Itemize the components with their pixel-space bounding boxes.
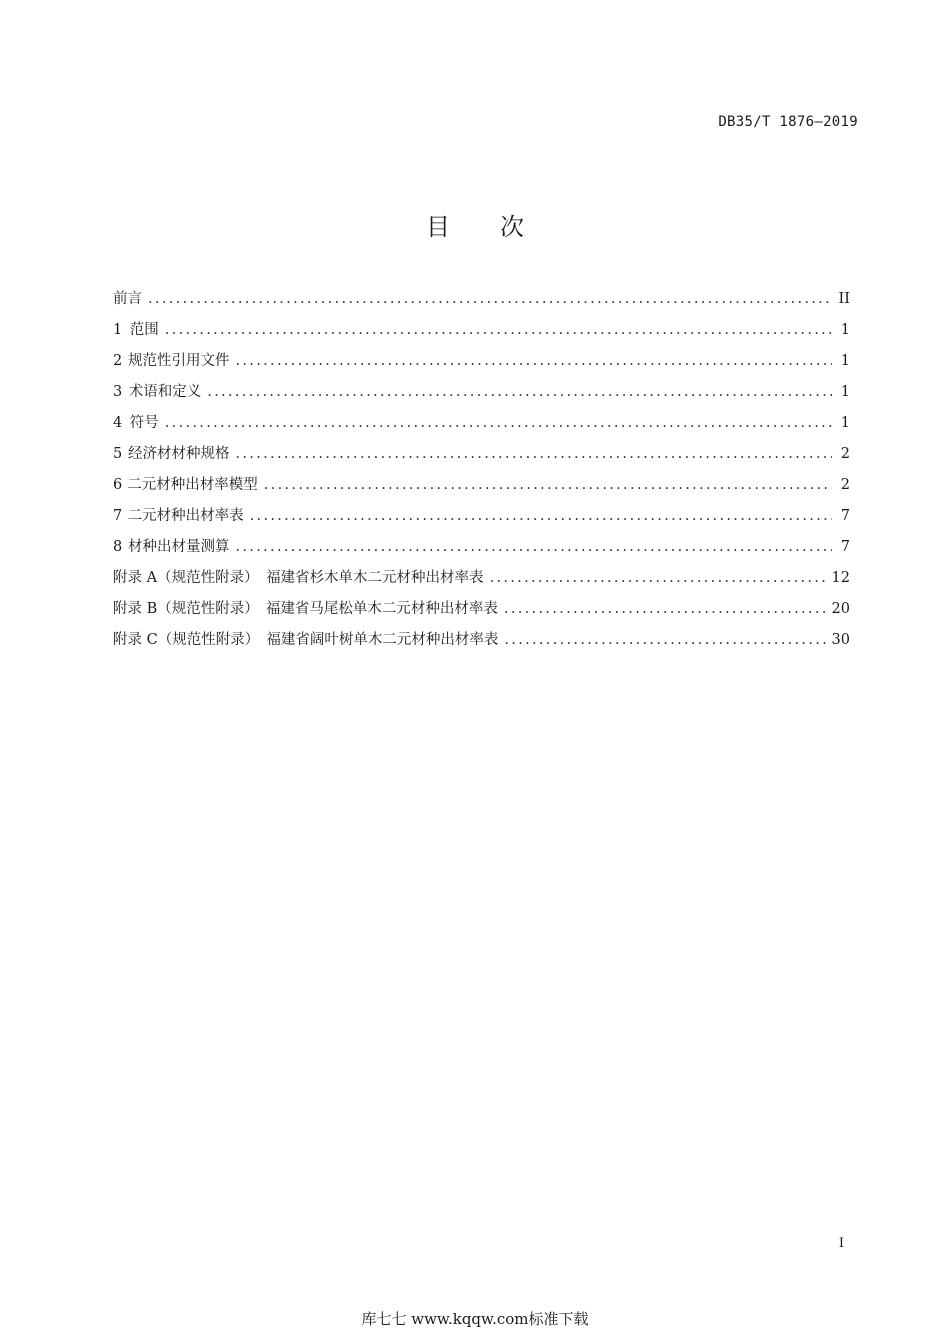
page-title xyxy=(0,207,950,242)
toc-entry-foreword[interactable] xyxy=(113,287,850,318)
toc-section-number: 2 xyxy=(113,353,123,369)
footer-watermark: 库七七 www.kqqw.com标准下载 xyxy=(361,1310,589,1328)
toc-page-number: 2 xyxy=(840,446,850,462)
leader-dots xyxy=(250,508,832,524)
toc-label: 规范性引用文件 xyxy=(127,353,230,369)
toc-entry-3[interactable] xyxy=(113,380,850,411)
toc-entry-appendix-a[interactable] xyxy=(113,566,850,597)
toc-entry-4[interactable] xyxy=(113,411,850,442)
toc-entry-appendix-c[interactable] xyxy=(113,628,850,659)
toc-section-number: 4 xyxy=(113,415,123,431)
title-char-2: 次 xyxy=(500,213,524,241)
toc-page-number: 1 xyxy=(840,322,850,338)
toc-label: 术语和定义 xyxy=(128,384,202,400)
toc-page-number: 1 xyxy=(840,415,850,431)
toc-label: 二元材种出材率表 xyxy=(127,508,244,524)
leader-dots xyxy=(165,322,832,338)
toc-page-number: 2 xyxy=(840,477,850,493)
leader-dots xyxy=(235,539,832,555)
toc-section-number: 3 xyxy=(113,384,123,400)
toc-label: 经济材材种规格 xyxy=(127,446,230,462)
leader-dots xyxy=(235,353,832,369)
toc-section-number: 5 xyxy=(113,446,123,462)
toc-section-number: 8 xyxy=(113,539,123,555)
leader-dots xyxy=(504,632,827,648)
leader-dots xyxy=(504,601,828,617)
toc-section-number: 7 xyxy=(113,508,123,524)
appendix-prefix: 附录 B（规范性附录） xyxy=(113,601,259,617)
toc-entry-7[interactable] xyxy=(113,504,850,535)
toc-page-number: 7 xyxy=(840,508,850,524)
toc-entry-6[interactable] xyxy=(113,473,850,504)
table-of-contents xyxy=(113,287,850,659)
toc-entry-8[interactable] xyxy=(113,535,850,566)
toc-label: 二元材种出材率模型 xyxy=(127,477,258,493)
toc-entry-2[interactable] xyxy=(113,349,850,380)
toc-label: 福建省杉木单木二元材种出材率表 xyxy=(266,570,484,586)
leader-dots xyxy=(490,570,828,586)
toc-entry-appendix-b[interactable] xyxy=(113,597,850,628)
page-number: I xyxy=(838,1236,844,1251)
toc-label: 材种出材量测算 xyxy=(127,539,230,555)
toc-label: 福建省马尾松单木二元材种出材率表 xyxy=(265,601,498,617)
toc-page-number: 1 xyxy=(840,353,850,369)
toc-label: 符号 xyxy=(129,415,159,431)
toc-entry-5[interactable] xyxy=(113,442,850,473)
toc-label: 福建省阔叶树单木二元材种出材率表 xyxy=(266,632,499,648)
toc-label: 前言 xyxy=(113,291,142,307)
toc-page-number: 30 xyxy=(831,632,850,648)
toc-page-number: II xyxy=(838,291,850,307)
toc-page-number: 1 xyxy=(840,384,850,400)
leader-dots xyxy=(148,291,832,307)
appendix-prefix: 附录 C（规范性附录） xyxy=(113,632,260,648)
leader-dots xyxy=(207,384,832,400)
toc-page-number: 12 xyxy=(831,570,850,586)
toc-page-number: 20 xyxy=(831,601,850,617)
toc-section-number: 1 xyxy=(113,322,123,338)
toc-entry-1[interactable] xyxy=(113,318,850,349)
title-char-1: 目 xyxy=(426,213,450,241)
leader-dots xyxy=(165,415,832,431)
appendix-prefix: 附录 A（规范性附录） xyxy=(113,570,259,586)
leader-dots xyxy=(264,477,832,493)
toc-section-number: 6 xyxy=(113,477,123,493)
document-code: DB35/T 1876—2019 xyxy=(718,114,858,130)
toc-page-number: 7 xyxy=(840,539,850,555)
toc-label: 范围 xyxy=(129,322,159,338)
leader-dots xyxy=(235,446,832,462)
